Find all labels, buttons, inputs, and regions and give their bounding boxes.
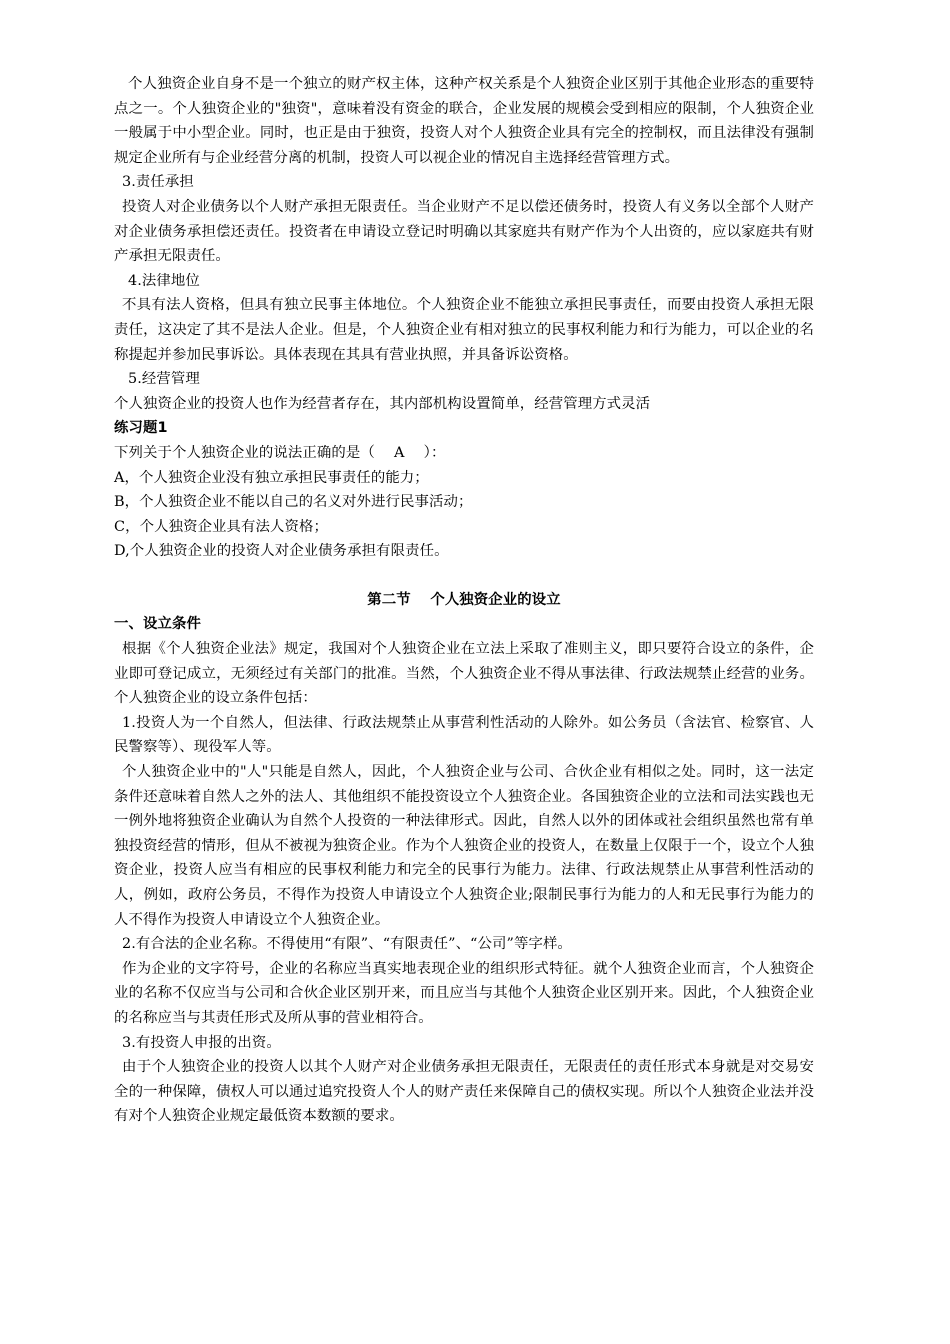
heading-legal-status: 4.法律地位 [128, 272, 200, 289]
section-spacer [114, 564, 814, 588]
section-title: 第二节 个人独资企业的设立 [367, 591, 561, 608]
paragraph-capital: 由于个人独资企业的投资人以其个人财产对企业债务承担无限责任，无限责任的责任形式本身就是对交易安全的一种保障，债权人可以通过追究投资人个人的财产责任来保障自己的债权实现。所以个人独资企业法并没有对个人独资企业规定最低资本数额的要求。 [114, 1059, 814, 1125]
heading-liability: 3.责任承担 [122, 174, 194, 191]
option-a: A，个人独资企业没有独立承担民事责任的能力； [114, 469, 429, 486]
paragraph-liability: 投资人对企业债务以个人财产承担无限责任。当企业财产不足以偿还债务时，投资人有义务以全部个人财产对企业债务承担偿还责任。投资者在申请设立登记时明确以其家庭共有财产作为个人出资的，应以家庭共有财产承担无限责任。 [114, 198, 814, 265]
option-c: C，个人独资企业具有法人资格； [114, 518, 328, 535]
exercise-title: 练习题1 [114, 420, 168, 437]
paragraph-property-rights: 个人独资企业自身不是一个独立的财产权主体，这种产权关系是个人独资企业区别于其他企业形态的重要特点之一。个人独资企业的"独资"，意味着没有资金的联合，企业发展的规模会受到相应的限制，个人独资企业一般属于中小型企业。同时，也正是由于独资，投资人对个人独资企业具有完全的控制权，而且法律没有强制规定企业所有与企业经营分离的机制，投资人可以视企业的情况自主选择经营管理方式。 [114, 76, 814, 166]
condition-3: 3.有投资人申报的出资。 [122, 1034, 281, 1051]
paragraph-natural-person: 个人独资企业中的"人"只能是自然人，因此，个人独资企业与公司、合伙企业有相似之处。同时，这一法定条件还意味着自然人之外的法人、其他组织不能投资设立个人独资企业。各国独资企业的立法和司法实践也无一例外地将独资企业确认为自然个人投资的一种法律形式。因此，自然人以外的团体或社会组织虽然也常有单独投资经营的情形，但从不被视为独资企业。作为个人独资企业的投资人，在数量上仅限于一个，设立个人独资企业，投资人应当有相应的民事权利能力和完全的民事行为能力。法律、行政法规禁止从事营利性活动的人，例如，政府公务员，不得作为投资人申请设立个人独资企业;限制民事行为能力的人和无民事行为能力的人不得作为投资人申请设立个人独资企业。 [114, 764, 814, 928]
paragraph-intro: 根据《个人独资企业法》规定，我国对个人独资企业在立法上采取了准则主义，即只要符合设立的条件，企业即可登记成立，无须经过有关部门的批准。当然，个人独资企业不得从事法律、行政法规禁止经营的业务。个人独资企业的设立条件包括： [114, 641, 814, 707]
paragraph-name: 作为企业的文字符号，企业的名称应当真实地表现企业的组织形式特征。就个人独资企业而言，个人独资企业的名称不仅应当与公司和合伙企业区别开来，而且应当与其他个人独资企业区别开来。因此，个人独资企业的名称应当与其责任形式及所从事的营业相符合。 [114, 960, 814, 1026]
subsection-title: 一、设立条件 [114, 616, 201, 633]
document-page [114, 72, 814, 1129]
paragraph-management: 个人独资企业的投资人也作为经营者存在，其内部机构设置简单，经营管理方式灵活 [114, 395, 651, 412]
option-b: B，个人独资企业不能以自己的名义对外进行民事活动； [114, 494, 473, 511]
option-d: D,个人独资企业的投资人对企业债务承担有限责任。 [114, 543, 449, 560]
condition-1: 1.投资人为一个自然人，但法律、行政法规禁止从事营利性活动的人除外。如公务员（含法官、检察官、人民警察等）、现役军人等。 [114, 714, 814, 756]
heading-management: 5.经营管理 [128, 371, 200, 388]
exercise-question: 下列关于个人独资企业的说法正确的是（ A ）： [114, 444, 446, 461]
paragraph-legal-status: 不具有法人资格，但具有独立民事主体地位。个人独资企业不能独立承担民事责任，而要由投资人承担无限责任，这决定了其不是法人企业。但是，个人独资企业有相对独立的民事权利能力和行为能力，可以企业的名称提起并参加民事诉讼。具体表现在其具有营业执照，并具备诉讼资格。 [114, 297, 814, 363]
condition-2: 2.有合法的企业名称。不得使用“有限”、“有限责任”、“公司”等字样。 [122, 936, 572, 953]
